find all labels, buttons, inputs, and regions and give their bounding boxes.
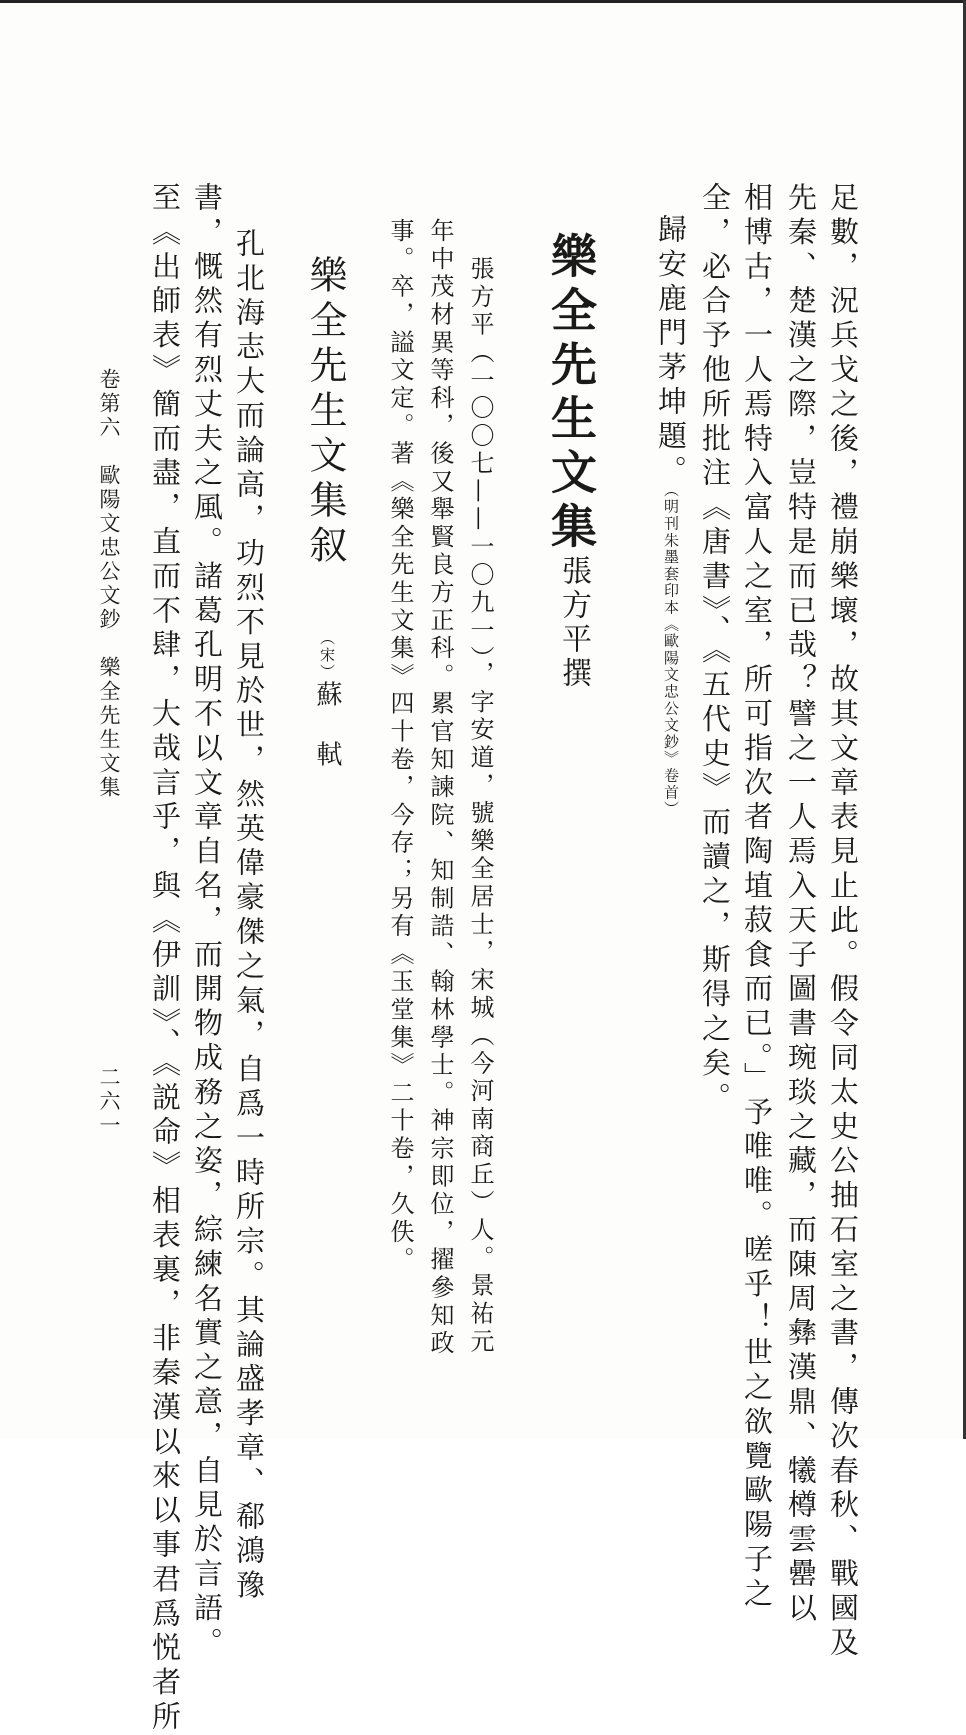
preface-author [314, 630, 340, 770]
author-name: 蘇 軾 [312, 680, 342, 771]
section-author: 張方平撰 [556, 555, 591, 691]
page-number: 二六一 [97, 1066, 121, 1138]
preface-line-3: 至《出師表》簡而盡，直而不肆，大哉言乎，與《伊訓》、《説命》相表裏，非秦漢以來以事君爲悦者所 [148, 182, 182, 1735]
text-column-1: 足數，況兵戈之後，禮崩樂壞，故其文章表見止此。假令同太史公抽石室之書，傳次春秋、戰國及 [826, 182, 860, 1662]
author-dynasty: （宋） [318, 630, 336, 681]
text-column-2: 先秦、楚漢之際，豈特是而已哉？譬之一人焉入天子圖書琬琰之藏，而陳周彝漢鼎、犧樽雲罍以 [784, 182, 818, 1627]
signature-column [654, 214, 688, 818]
bio-line-2: 年中茂材異等科，後又舉賢良方正科。累官知諫院、知制誥、翰林學士。神宗即位，擢參知政 [426, 218, 454, 1358]
bio-line-1: 張方平（一〇〇七——一〇九一），字安道，號樂全居士，宋城（今河南商丘）人。景祐元 [466, 256, 494, 1356]
source-note: （明刊朱墨套印本《歐陽文忠公文鈔》卷首） [662, 489, 680, 818]
text-column-4: 全，必合予他所批注《唐書》、《五代史》而讀之，斯得之矣。 [698, 182, 732, 1117]
running-head: 卷第六 歐陽文忠公文鈔 樂全先生文集 [97, 368, 121, 800]
preface-line-1: 孔北海志大而論高，功烈不見於世，然英偉豪傑之氣，自爲一時所宗。其論盛孝章、郗鴻豫 [232, 228, 266, 1604]
preface-line-2: 書，慨然有烈丈夫之風。諸葛孔明不以文章自名，而開物成務之姿，綜練名實之意，自見於言語。 [190, 182, 224, 1662]
text-column-3: 相博古，一人焉特入富人之室，所可指次者陶埴菽食而已。」予唯唯。嗟乎！世之欲覽歐陽子之 [740, 182, 774, 1613]
signature-text: 歸安鹿門茅坤題。 [654, 214, 688, 490]
preface-title: 樂全先生文集叙 [303, 255, 347, 570]
section-title: 樂全先生文集 [544, 232, 598, 556]
page-edge-top [0, 0, 966, 3]
bio-line-3: 事。卒，謚文定。著《樂全先生文集》四十卷，今存；另有《玉堂集》二十卷，久佚。 [386, 218, 414, 1275]
